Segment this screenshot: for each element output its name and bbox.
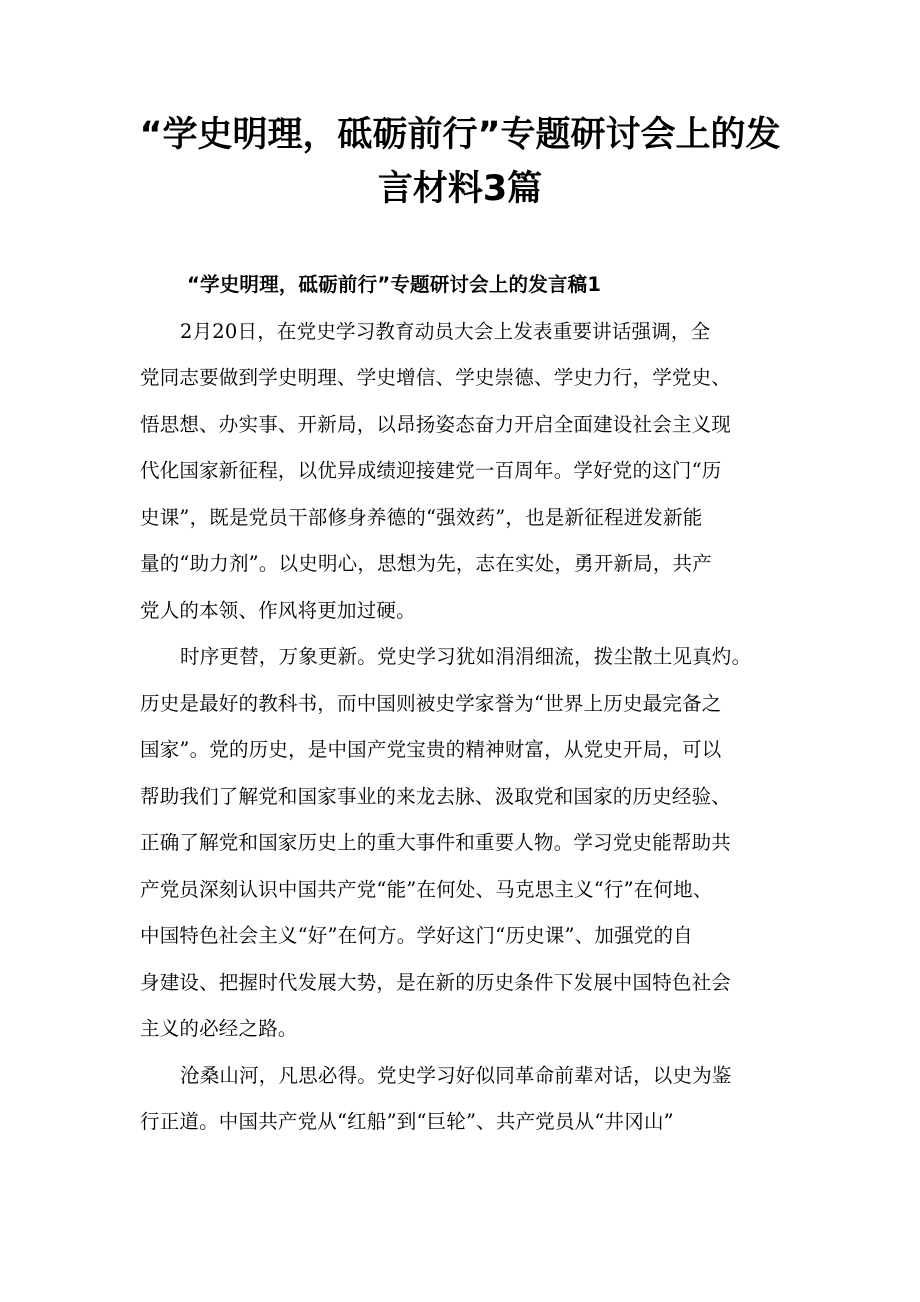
paragraph-line: 代化国家新征程，以优异成绩迎接建党一百周年。学好党的这门“历 [140, 459, 722, 482]
paragraph-line: 量的“助力剂”。以史明心，思想为先，志在实处，勇开新局，共产 [140, 552, 712, 575]
paragraph-line: 史课”，既是党员干部修身养德的“强效药”，也是新征程迸发新能 [140, 505, 703, 529]
paragraph-1 [140, 309, 780, 635]
paragraph-line: 产党员深刻认识中国共产党“能”在何处、马克思主义“行”在何地、 [140, 877, 713, 901]
paragraph-line: 2月20日，在党史学习教育动员大会上发表重要讲话强调，全 [180, 319, 711, 343]
paragraph-line: 历史是最好的教科书，而中国则被史学家誉为“世界上历史最完备之 [140, 691, 722, 715]
paragraph-3 [140, 1053, 780, 1146]
document-body [140, 262, 780, 1146]
paragraph-line: 行正道。中国共产党从“红船”到“巨轮”、共产党员从“井冈山” [140, 1110, 674, 1133]
paragraph-line: 沧桑山河，凡思必得。党史学习好似同革命前辈对话，以史为鉴 [180, 1063, 732, 1087]
section-subtitle: “学史明理，砥砺前行”专题研讨会上的发言稿1 [187, 273, 602, 296]
title-line-1: “学史明理，砥砺前行”专题研讨会上的发 [139, 115, 781, 155]
paragraph-line: 中国特色社会主义“好”在何方。学好这门“历史课”、加强党的自 [140, 924, 693, 947]
paragraph-line: 正确了解党和国家历史上的重大事件和重要人物。学习党史能帮助共 [140, 831, 732, 854]
paragraph-line: 党人的本领、作风将更加过硬。 [140, 598, 416, 622]
document-title [135, 108, 785, 216]
paragraph-line: 国家”。党的历史，是中国产党宝贵的精神财富，从党史开局，可以 [140, 738, 722, 761]
paragraph-line: 主义的必经之路。 [140, 1017, 298, 1040]
paragraph-line: 帮助我们了解党和国家事业的来龙去脉、汲取党和国家的历史经验、 [140, 784, 732, 808]
paragraph-line: 身建设、把握时代发展大势，是在新的历史条件下发展中国特色社会 [140, 970, 732, 994]
paragraph-line: 时序更替，万象更新。党史学习犹如涓涓细流，拨尘散土见真灼。 [180, 645, 752, 668]
paragraph-line: 党同志要做到学史明理、学史增信、学史崇德、学史力行，学党史、 [140, 366, 732, 389]
title-line-2: 言材料3篇 [377, 169, 543, 209]
paragraph-2 [140, 634, 780, 1053]
paragraph-line: 悟思想、办实事、开新局，以昂扬姿态奋力开启全面建设社会主义现 [140, 412, 732, 436]
